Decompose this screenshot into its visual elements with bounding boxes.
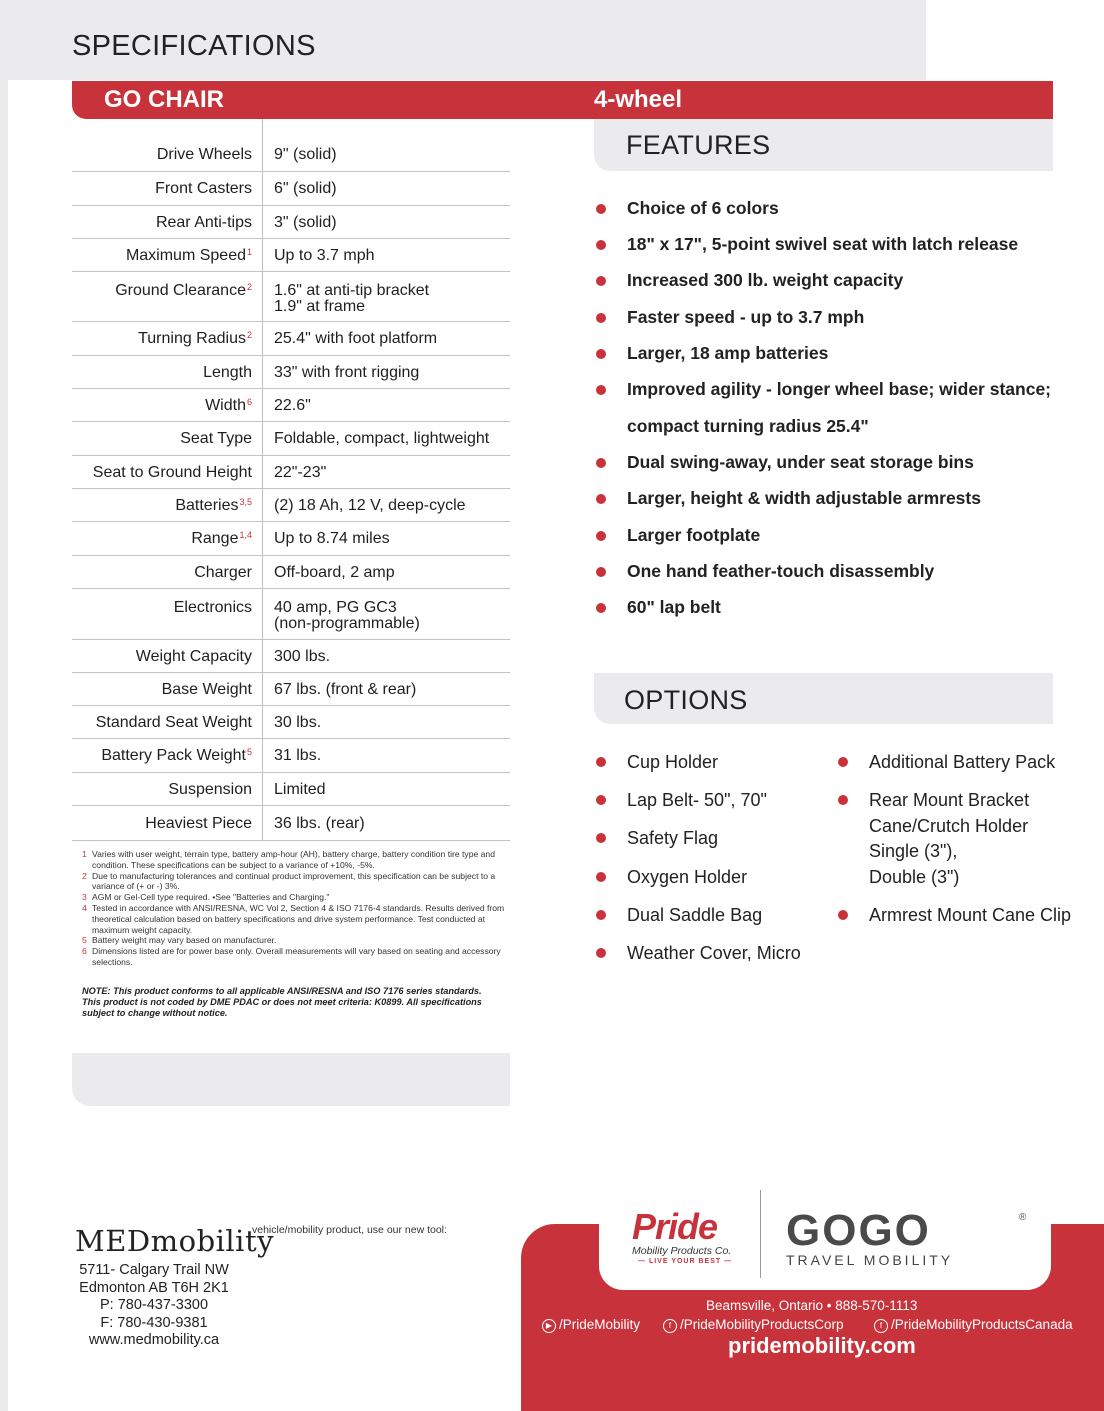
spec-footnote-ref: 5: [246, 747, 252, 757]
bullet-icon: [838, 910, 848, 920]
spec-footnote-ref: 2: [246, 282, 252, 292]
bullet-icon: [596, 757, 606, 767]
spec-row: [72, 422, 510, 456]
option-item: Rear Mount Bracket: [869, 790, 1030, 810]
spec-footnote-ref: 1,4: [239, 530, 252, 540]
blank-panel: [72, 1053, 510, 1106]
spec-label: Seat Type: [180, 430, 252, 447]
social-facebook-corp-label: /PrideMobilityProductsCorp: [680, 1317, 844, 1332]
spec-row: [72, 138, 510, 172]
option-item: Double (3"): [869, 867, 960, 887]
spec-row: [72, 522, 510, 556]
option-item: Additional Battery Pack: [869, 752, 1056, 772]
pride-logo-tagline: — LIVE YOUR BEST —: [638, 1258, 733, 1265]
social-youtube[interactable]: [542, 1317, 640, 1333]
youtube-icon: ▶: [542, 1319, 556, 1333]
footnote: 6 Dimensions listed are for power base only. Overall measurements will vary based on seating and accessory selections.: [82, 946, 501, 967]
dealer-phone: P: 780-437-3300: [99, 1297, 209, 1313]
spec-row: [72, 673, 510, 706]
spec-value: 3" (solid): [274, 214, 337, 231]
spec-row: [72, 806, 510, 841]
spec-label: Drive Wheels: [156, 146, 252, 163]
spec-value: 30 lbs.: [274, 714, 322, 731]
spec-value: 33" with front rigging: [274, 364, 420, 381]
feature-item: 60" lap belt: [627, 597, 721, 617]
bullet-icon: [596, 910, 606, 920]
facebook-icon: f: [663, 1319, 677, 1333]
spec-value: Foldable, compact, lightweight: [274, 430, 490, 447]
gogo-logo-subtitle: TRAVEL MOBILITY: [786, 1252, 954, 1268]
bullet-icon: [596, 948, 606, 958]
spec-footnote-ref: 2: [246, 330, 252, 340]
options-title: OPTIONS: [624, 685, 748, 715]
spec-label: Range$^{1,4}$: [191, 530, 252, 547]
registered-mark: ®: [1019, 1212, 1027, 1223]
product-name: GO CHAIR: [104, 86, 224, 113]
spec-value: 67 lbs. (front & rear): [274, 681, 417, 698]
spec-value: Up to 3.7 mph: [274, 247, 375, 264]
spec-value: Off-board, 2 amp: [274, 564, 395, 581]
bullet-icon: [596, 349, 606, 359]
footnotes: [82, 849, 512, 968]
dealer-address-line1: 5711- Calgary Trail NW: [79, 1262, 229, 1278]
option-item: Armrest Mount Cane Clip: [869, 905, 1072, 925]
spec-label: Front Casters: [155, 180, 252, 197]
feature-item: Choice of 6 colors: [627, 198, 779, 218]
bullet-icon: [596, 833, 606, 843]
features-title: FEATURES: [626, 130, 771, 160]
spec-label: Charger: [194, 564, 252, 581]
bullet-icon: [596, 276, 606, 286]
gogo-logo: [786, 1206, 931, 1256]
spec-value: 40 amp, PG GC3 (non-programmable): [274, 599, 420, 632]
bullet-icon: [596, 603, 606, 613]
logo-divider: [760, 1190, 761, 1278]
spec-label: Heaviest Piece: [145, 815, 252, 832]
bullet-icon: [596, 458, 606, 468]
spec-value: Limited: [274, 781, 326, 798]
spec-row: [72, 640, 510, 673]
footnote: 4 Tested in accordance with ANSI/RESNA, WC Vol 2, Section 4 & ISO 7176-4 standards. Results derived from theoretical calculation based on battery specifications and drive system performance. Test conducted at maximum weight capacity.: [82, 902, 505, 935]
compliance-note: NOTE: This product conforms to all applicable ANSI/RESNA and ISO 7176 series standards. This product is not coded by DME PDAC or does not meet criteria: K0899. All specifications subject to change without notice.: [82, 986, 482, 1019]
option-item: Lap Belt- 50", 70": [627, 790, 767, 810]
spec-value: 22"-23": [274, 464, 327, 481]
social-facebook-canada-label: /PrideMobilityProductsCanada: [891, 1317, 1073, 1332]
spec-label: Suspension: [168, 781, 252, 798]
footnote: 3 AGM or Gel-Cell type required. •See "Batteries and Charging.": [82, 892, 330, 903]
social-facebook-canada[interactable]: [874, 1317, 1073, 1333]
facebook-icon: f: [874, 1319, 888, 1333]
bullet-icon: [838, 757, 848, 767]
spec-label: Ground Clearance$^2$: [115, 282, 252, 299]
spec-row: [72, 589, 510, 640]
option-item: Cup Holder: [627, 752, 719, 772]
spec-value: 25.4" with foot platform: [274, 330, 438, 347]
bullet-icon: [596, 494, 606, 504]
bullet-icon: [596, 795, 606, 805]
footnote: 5 Battery weight may vary based on manufacturer.: [82, 935, 277, 946]
spec-value: 1.6" at anti-tip bracket 1.9" at frame: [274, 282, 430, 315]
spec-value: 36 lbs. (rear): [274, 815, 365, 832]
spec-value: 31 lbs.: [274, 747, 322, 764]
feature-item: compact turning radius 25.4": [627, 416, 869, 436]
option-item: Weather Cover, Micro: [627, 943, 801, 963]
spec-label: Maximum Speed$^1$: [125, 247, 252, 264]
bullet-icon: [596, 313, 606, 323]
left-band: [0, 80, 8, 1411]
brand-website[interactable]: pridemobility.com: [728, 1333, 916, 1358]
spec-row: [72, 556, 510, 589]
gogo-logo-part2: GO: [858, 1206, 931, 1255]
spec-footnote-ref: 3,5: [239, 497, 252, 507]
spec-label: Batteries$^{3,5}$: [175, 497, 252, 514]
spec-row: [72, 706, 510, 739]
brand-contact: Beamsville, Ontario • 888-570-1113: [706, 1298, 918, 1313]
pride-logo-subtitle: Mobility Products Co.: [632, 1245, 732, 1257]
spec-value: 9" (solid): [274, 146, 337, 163]
dealer-address: [70, 1262, 238, 1350]
feature-item: Dual swing-away, under seat storage bins: [627, 452, 974, 472]
spec-row: [72, 272, 510, 322]
bullet-icon: [596, 567, 606, 577]
spec-footnote-ref: 6: [246, 397, 252, 407]
spec-row: [72, 773, 510, 806]
wheel-type: 4-wheel: [594, 86, 683, 113]
spec-value: Up to 8.74 miles: [274, 530, 390, 547]
spec-row: [72, 456, 510, 489]
spec-row: [72, 489, 510, 522]
feature-item: 18" x 17", 5-point swivel seat with latch release: [627, 234, 1019, 254]
feature-item: Improved agility - longer wheel base; wider stance;: [627, 379, 1051, 399]
option-item: Oxygen Holder: [627, 867, 748, 887]
spec-label: Standard Seat Weight: [95, 714, 252, 731]
spec-row: [72, 322, 510, 356]
feature-item: Faster speed - up to 3.7 mph: [627, 307, 865, 327]
spec-label: Base Weight: [161, 681, 252, 698]
spec-row: [72, 206, 510, 239]
dealer-fax: F: 780-430-9381: [100, 1314, 208, 1331]
spec-row: [72, 356, 510, 389]
footnote: 1 Varies with user weight, terrain type, battery amp-hour (AH), battery charge, battery condition tire type and condition. These specifications can be subject to a variance of +10%, -5%.: [82, 849, 495, 870]
spec-value: 6" (solid): [274, 180, 337, 197]
feature-item: Larger, height & width adjustable armrests: [627, 488, 981, 508]
option-item: Cane/Crutch Holder: [869, 816, 1029, 836]
spec-label: Width$^6$: [205, 397, 252, 414]
spec-value: (2) 18 Ah, 12 V, deep-cycle: [274, 497, 466, 514]
spec-label: Electronics: [173, 599, 252, 616]
spec-label: Weight Capacity: [135, 648, 252, 665]
gogo-logo-part1: GO: [786, 1206, 859, 1255]
dealer-tool-text: vehicle/mobility product, use our new tool:: [252, 1224, 447, 1236]
footnote: 2 Due to manufacturing tolerances and continual product improvement, this specification can be subject to a variance of (+ or -) 3%.: [82, 870, 496, 892]
feature-item: One hand feather-touch disassembly: [627, 561, 935, 581]
spec-row: [72, 172, 510, 206]
pride-logo: Pride: [632, 1206, 718, 1247]
option-item: Single (3"),: [869, 841, 958, 861]
spec-label: Seat to Ground Height: [92, 464, 252, 481]
spec-row: [72, 239, 510, 272]
page-title: SPECIFICATIONS: [72, 30, 316, 62]
spec-label: Turning Radius$^2$: [138, 330, 252, 347]
feature-item: Increased 300 lb. weight capacity: [627, 270, 904, 290]
dealer-website[interactable]: www.medmobility.ca: [88, 1332, 220, 1348]
bullet-icon: [596, 872, 606, 882]
social-youtube-label: /PrideMobility: [559, 1317, 641, 1332]
spec-row: [72, 389, 510, 422]
bullet-icon: [596, 204, 606, 214]
option-item: Dual Saddle Bag: [627, 905, 763, 925]
spec-value: 22.6": [274, 397, 311, 414]
feature-item: Larger footplate: [627, 525, 761, 545]
option-item: Safety Flag: [627, 828, 719, 848]
spec-label: Battery Pack Weight$^5$: [101, 747, 252, 764]
spec-row: [72, 739, 510, 773]
dealer-name: MEDmobility: [75, 1224, 274, 1258]
spec-label: Length: [203, 364, 252, 381]
spec-footnote-ref: 1: [246, 247, 252, 257]
bullet-icon: [838, 795, 848, 805]
bullet-icon: [596, 240, 606, 250]
spec-value: 300 lbs.: [274, 648, 331, 665]
bullet-icon: [596, 531, 606, 541]
bullet-icon: [596, 385, 606, 395]
social-facebook-corp[interactable]: [663, 1317, 844, 1333]
dealer-address-line2: Edmonton AB T6H 2K1: [79, 1279, 229, 1296]
spec-label: Rear Anti-tips: [155, 214, 252, 231]
feature-item: Larger, 18 amp batteries: [627, 343, 829, 363]
